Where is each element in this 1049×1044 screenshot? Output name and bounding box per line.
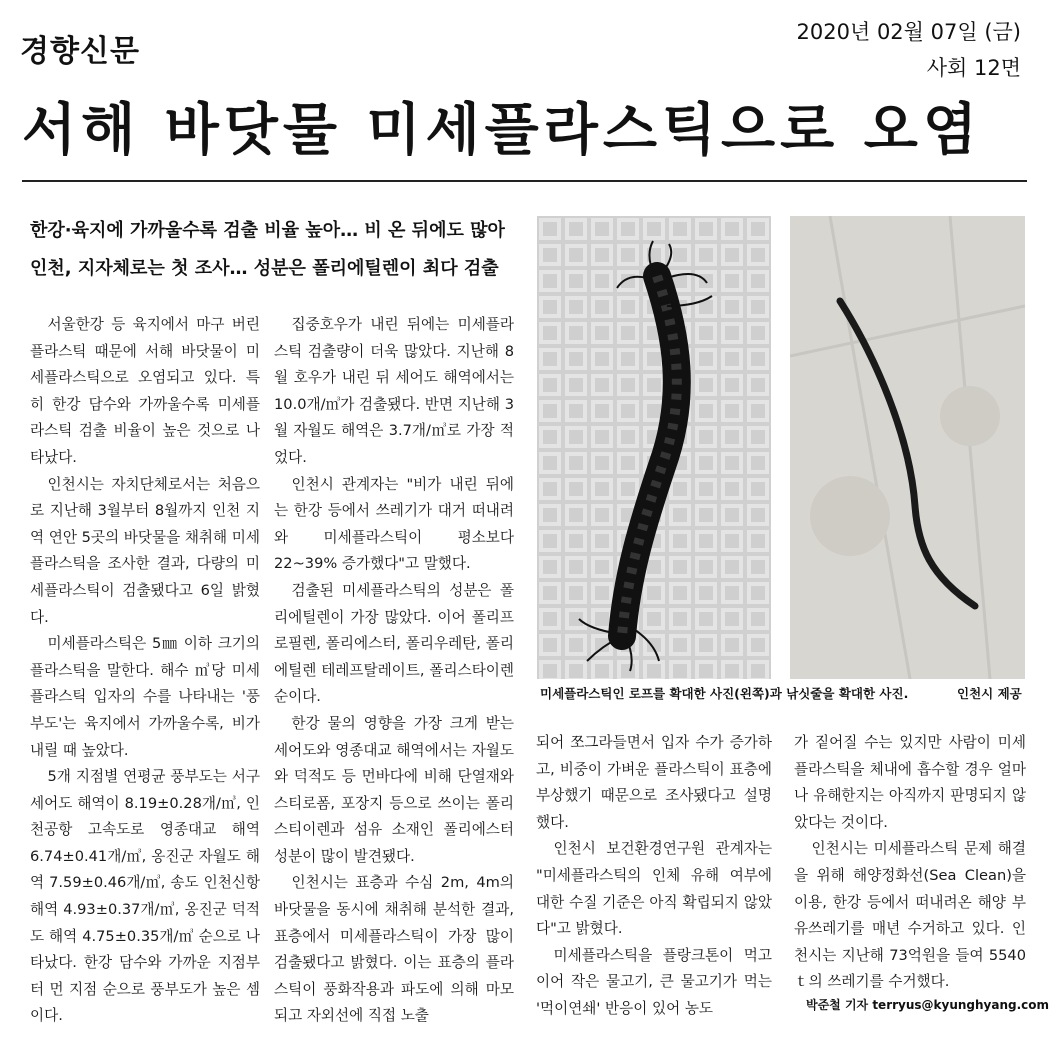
paragraph: 집중호우가 내린 뒤에는 미세플라스틱 검출량이 더욱 많았다. 지난해 8월 호우가 내린 뒤 세어도 해역에서는 10.0개/㎥가 검출됐다. 반면 지난해 3월 자월도 해역은 3.7개/㎥로 가장 적었다. [274, 316, 514, 466]
publication-date: 2020년 02월 07일 (금) [796, 20, 1021, 44]
paragraph: 서울한강 등 육지에서 마구 버린 플라스틱 때문에 서해 바닷물이 미세플라스틱으로 오염되고 있다. 특히 한강 담수와 가까울수록 미세플라스틱 검출 비율이 높은 것으로 나타났다. [30, 316, 260, 466]
headline: 서해 바닷물 미세플라스틱으로 오염 [22, 98, 982, 163]
paragraph: 가 짙어질 수는 있지만 사람이 미세플라스틱을 체내에 흡수할 경우 얼마나 유해한지는 아직까지 판명되지 않았다는 것이다. [794, 734, 1026, 831]
paragraph: 인천시 관계자는 "비가 내린 뒤에는 한강 등에서 쓰레기가 대거 떠내려와 미세플라스틱이 평소보다 22~39% 증가했다"고 말했다. [274, 475, 514, 573]
reporter-byline: 박준철 기자 terryus@kyunghyang.com [806, 998, 1049, 1012]
paragraph: 인천시는 자치단체로서는 처음으로 지난해 3월부터 8월까지 인천 지역 연안 5곳의 바닷물을 채취해 미세플라스틱을 조사한 결과, 다량의 미세플라스틱이 검출됐다고 6일 밝혔다. [30, 475, 260, 626]
article-column-1 [30, 312, 260, 1030]
article-column-4 [794, 730, 1026, 996]
paragraph: 미세플라스틱을 플랑크톤이 먹고 이어 작은 물고기, 큰 물고기가 먹는 '먹이연쇄' 반응이 있어 농도 [536, 946, 772, 1017]
paragraph: 인천시는 미세플라스틱 문제 해결을 위해 해양정화선(Sea Clean)을 이용, 한강 등에서 떠내려온 해양 부유쓰레기를 매년 수거하고 있다. 인천시는 지난해 73억원을 들여 5540ｔ의 쓰레기를 수거했다. [794, 840, 1026, 991]
paragraph: 되어 쪼그라들면서 입자 수가 증가하고, 비중이 가벼운 플라스틱이 표층에 부상했기 때문으로 조사됐다고 설명했다. [536, 734, 772, 831]
subheadline-2: 인천, 지자체로는 첫 조사… 성분은 폴리에틸렌이 최다 검출 [30, 258, 499, 279]
article-column-2 [274, 312, 514, 1030]
subheadline-1: 한강·육지에 가까울수록 검출 비율 높아… 비 온 뒤에도 많아 [30, 220, 505, 241]
photo-credit: 인천시 제공 [957, 686, 1022, 701]
paragraph: 검출된 미세플라스틱의 성분은 폴리에틸렌이 가장 많았다. 이어 폴리프로필렌, 폴리에스터, 폴리우레탄, 폴리에틸렌 테레프탈레이트, 폴리스타이렌 순이다. [274, 581, 514, 706]
headline-rule [22, 180, 1027, 182]
article-column-3 [536, 730, 772, 1023]
paragraph: 5개 지점별 연평균 풍부도는 서구 세어도 해역이 8.19±0.28개/㎥, 인천공항 고속도로 영종대교 해역 6.74±0.41개/㎥, 옹진군 자월도 해역 7.59±0.46개/㎥, 송도 인천신항 해역 4.93±0.37개/㎥, 옹진군 덕적도 해역 4.75±0.35개/㎥ 순으로 나타났다. 한강 담수와 가까운 지점부터 먼 지점 순으로 풍부도가 높은 셈이다. [30, 768, 260, 1025]
paragraph: 한강 물의 영향을 가장 크게 받는 세어도와 영종대교 해역에서는 자월도와 덕적도 등 먼바다에 비해 단열재와 스티로폼, 포장지 등으로 쓰이는 폴리스티이렌과 섬유 소재인 폴리에스터 성분이 많이 발견됐다. [274, 714, 514, 865]
rope-microplastic-photo [537, 216, 771, 679]
fishing-line-microplastic-photo [790, 216, 1025, 679]
paragraph: 인천시는 표층과 수심 2m, 4m의 바닷물을 동시에 채취해 분석한 결과, 표층에서 미세플라스틱이 가장 많이 검출됐다고 밝혔다. 이는 표층의 플라스틱이 풍화작용과 파도에 의해 마모되고 자외선에 직접 노출 [274, 874, 514, 1025]
paragraph: 인천시 보건환경연구원 관계자는 "미세플라스틱의 인체 유해 여부에 대한 수질 기준은 아직 확립되지 않았다"고 밝혔다. [536, 840, 772, 938]
section-page: 사회 12면 [926, 56, 1021, 80]
photo-caption: 미세플라스틱인 로프를 확대한 사진(왼쪽)과 낚싯줄을 확대한 사진. [540, 686, 909, 701]
paragraph: 미세플라스틱은 5㎜ 이하 크기의 플라스틱을 말한다. 해수 ㎥당 미세플라스틱 입자의 수를 나타내는 '풍부도'는 육지에서 가까울수록, 비가 내릴 때 높았다. [30, 635, 260, 759]
masthead: 경향신문 [20, 34, 140, 69]
